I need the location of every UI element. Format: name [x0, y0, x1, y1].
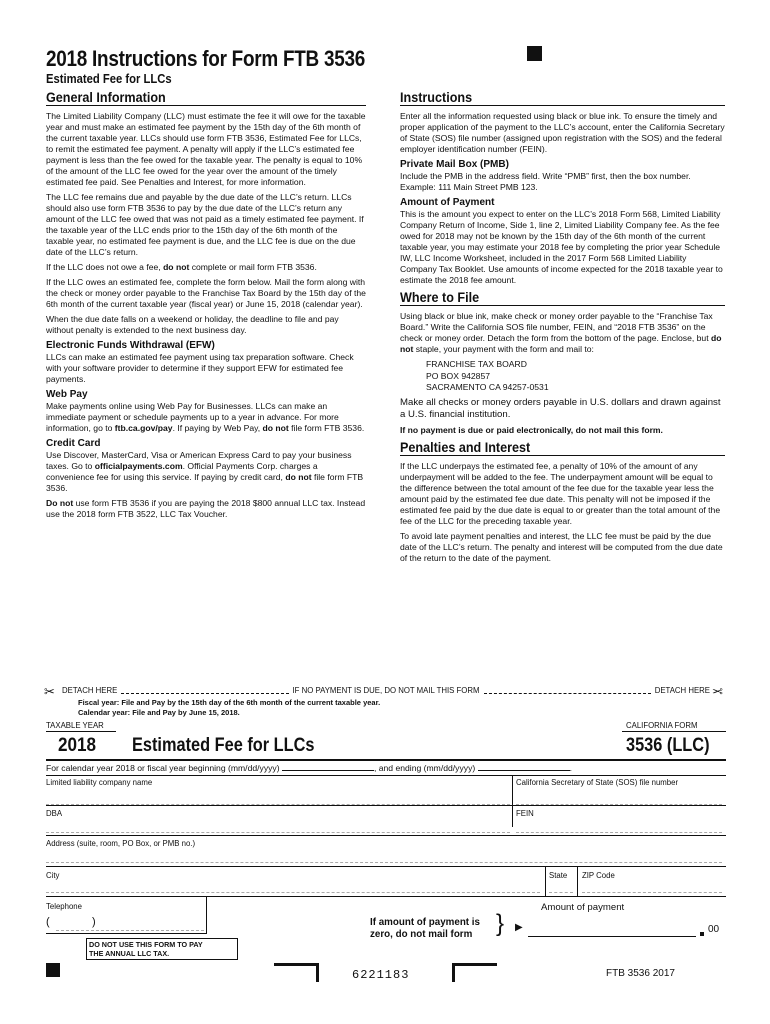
zero-amount-note: If amount of payment is zero, do not mail form: [370, 917, 480, 940]
zip-field[interactable]: [582, 886, 722, 893]
amount-of-payment-label: Amount of payment: [541, 902, 625, 913]
telephone-field[interactable]: [56, 924, 204, 931]
heading-rule: [400, 305, 725, 306]
row-rule: [46, 775, 726, 776]
annual-tax-warning: DO NOT USE THIS FORM TO PAY THE ANNUAL LLC TAX.: [86, 938, 238, 960]
sos-file-field[interactable]: [516, 798, 722, 805]
row-rule: [46, 835, 726, 836]
california-form-label: CALIFORNIA FORM: [626, 721, 698, 730]
credit-card-heading: Credit Card: [46, 438, 101, 449]
row-rule: [46, 896, 726, 897]
no-payment-note: If no payment is due or paid electronically, do not mail this form.: [400, 424, 663, 435]
amount-field[interactable]: [528, 930, 696, 937]
penalties-para-2: To avoid late payment penalties and interest, the LLC fee must be paid by the due date of the LLC’s return. The penalty and interest will be computed from the due date of the return to the date of the payment.: [400, 530, 723, 563]
general-info-para-4: If the LLC owes an estimated fee, complete the form below. Mail the form along with the check or money order payable to the Franchise Tax Board by the 15th day of the 6th month of the current taxable year (fiscal year) or June 15, 2018 (calendar year).: [46, 277, 366, 309]
column-divider: [545, 866, 546, 896]
dba-label: DBA: [46, 809, 63, 818]
amount-heading: Amount of Payment: [400, 197, 495, 208]
webpay-text: Make payments online using Web Pay for Businesses. LLCs can make an immediate payment or schedule payments up to a year in advance. For more information, go to ftb.ca.gov/pay. If paying by Web Pay, do not file form FTB 3536.: [46, 401, 365, 433]
credit-card-text: Use Discover, MasterCard, Visa or American Express Card to pay your business taxes. Go to officialpayments.com. Official Payments Corp. charges a convenience fee for using this service. If paying by credit card, do not file form FTB 3536.: [46, 450, 364, 493]
general-info-para-1: The Limited Liability Company (LLC) must estimate the fee it will owe for the taxable year and must make an estimated fee payment by the 15th day of the 6th month of the current taxable year. LLCs should use form FTB 3536, Estimated Fee for LLCs, to remit the estimated fee payment. A penalty will apply if the LLC’s estimated fee payment is less than the fee owed for the taxable year. The penalty is equal to 10% of the amount of the LLC fee owed for the year over the amount of the timely estimated fee paid. See Penalties and Interest, for more information.: [46, 111, 366, 187]
efw-text: LLCs can make an estimated fee payment using tax preparation software. Check with your software provider to determine if they support EFW for estimated fee payments.: [46, 352, 354, 384]
corner-bracket-right: [452, 963, 497, 982]
form-footer: FTB 3536 2017: [606, 968, 675, 979]
where-to-file-text: Using black or blue ink, make check or money order payable to the “Franchise Tax Board.” Write the California SOS file number, FEIN, and “2018 FTB 3536” on the check or money order. Detach the form from the bottom of the page. Enclose, but do not staple, your payment with the form and mail to:: [400, 311, 722, 354]
webpay-link[interactable]: ftb.ca.gov/pay: [114, 423, 173, 433]
corner-bracket-left: [274, 963, 319, 982]
telephone-label: Telephone: [46, 902, 82, 911]
pmb-text: Include the PMB in the address field. Write “PMB” first, then the box number. Example: 111 Main Street PMB 123.: [400, 171, 691, 192]
brace: }: [496, 910, 505, 937]
left-column: [46, 89, 366, 524]
arrow-right-icon: ▶: [515, 922, 523, 933]
column-divider: [577, 866, 578, 896]
taxable-year-label: TAXABLE YEAR: [46, 721, 104, 730]
title-rule: [46, 759, 726, 761]
dba-field[interactable]: [46, 826, 510, 833]
end-date-field[interactable]: [478, 770, 570, 771]
voucher-title: Estimated Fee for LLCs: [132, 735, 315, 756]
webpay-heading: Web Pay: [46, 389, 88, 400]
state-label: State: [549, 871, 568, 880]
general-information-heading: General Information: [46, 89, 166, 105]
registration-mark: [527, 46, 542, 61]
begin-date-field[interactable]: [282, 770, 374, 771]
officialpayments-link[interactable]: officialpayments.com: [94, 461, 183, 471]
page-title: 2018 Instructions for Form FTB 3536: [46, 46, 366, 71]
heading-rule: [400, 105, 725, 106]
penalties-heading: Penalties and Interest: [400, 438, 531, 455]
city-field[interactable]: [46, 886, 540, 893]
scissors-right-icon: ✂: [712, 684, 723, 699]
state-field[interactable]: [549, 886, 573, 893]
phone-open-paren: (: [46, 916, 50, 928]
cents-value: 00: [708, 924, 720, 935]
general-info-para-3: If the LLC does not owe a fee, do not complete or mail form FTB 3536.: [46, 262, 317, 272]
instructions-heading: Instructions: [400, 89, 473, 105]
efw-heading: Electronic Funds Withdrawal (EFW): [46, 340, 215, 351]
voucher-form-number: 3536 (LLC): [626, 735, 710, 756]
row-rule: [46, 933, 207, 934]
general-info-para-2: The LLC fee remains due and payable by the due date of the LLC’s return. LLCs should also use form FTB 3536 to pay by the due date of the LLC’s return any amount of the LLC fee owed that was not paid as a timely estimated fee payment. If the taxable year of the LLC ends prior to the 15th day of the 6th month of the taxable year, no estimated fee payment is due, and the LLC fee is due on the due date of the LLC’s return.: [46, 192, 364, 257]
row-rule: [46, 866, 726, 867]
city-label: City: [46, 871, 60, 880]
row-rule: [46, 805, 726, 806]
general-info-para-5: When the due date falls on a weekend or holiday, the deadline to file and pay without penalty is extended to the next business day.: [46, 314, 339, 335]
address-field[interactable]: [46, 856, 722, 863]
llc-name-label: Limited liability company name: [46, 778, 153, 787]
fein-label: FEIN: [516, 809, 534, 818]
fein-field[interactable]: [516, 826, 722, 833]
scissors-left-icon: ✂: [44, 684, 55, 699]
page-subtitle: Estimated Fee for LLCs: [46, 72, 172, 86]
period-line: For calendar year 2018 or fiscal year beginning (mm/dd/yyyy) , and ending (mm/dd/yyyy) .: [46, 763, 573, 773]
detach-line: DETACH HERE IF NO PAYMENT IS DUE, DO NOT MAIL THIS FORM DETACH HERE: [62, 686, 710, 695]
zip-label: ZIP Code: [582, 871, 615, 880]
mailing-address: FRANCHISE TAX BOARD PO BOX 942857 SACRAMENTO CA 94257-0531: [426, 359, 549, 392]
instructions-text: Enter all the information requested using black or blue ink. To ensure the timely and proper application of the payment to the LLC’s account, enter the California Secretary of State (SOS) file number (assigned upon registration with the SOS) and the federal employer identification number (FEIN).: [400, 111, 725, 154]
form-barcode-number: 6221183: [352, 968, 410, 982]
fiscal-year-note: Fiscal year: File and Pay by the 15th day of the 6th month of the current taxable year.: [78, 698, 381, 707]
calendar-year-note: Calendar year: File and Pay by June 15, 2018.: [78, 708, 240, 717]
voucher-year: 2018: [58, 735, 97, 756]
sos-file-label: California Secretary of State (SOS) file number: [516, 778, 679, 787]
amount-text: This is the amount you expect to enter on the LLC’s 2018 Form 568, Limited Liability Company Return of Income, Side 1, line 2, Limited Liability Company fee. As the fee owed for 2018 may not be known by the 15th day of the 6th month of the current taxable year, you may estimate your 2018 fee by completing the prior year Schedule IW, LLC Income Worksheet, included in the 2017 Form 568 Limited Liability Company Tax Booklet. Use amounts of income expected for the 2018 taxable year to estimate the 2018 fee amount.: [400, 209, 723, 285]
heading-rule: [46, 105, 366, 106]
registration-mark: [46, 963, 60, 977]
label-rule: [622, 731, 726, 732]
right-column: [400, 89, 725, 568]
heading-rule: [400, 455, 725, 456]
checks-note: Make all checks or money orders payable in U.S. dollars and drawn against a U.S. financial institution.: [400, 396, 721, 420]
column-divider: [206, 896, 207, 934]
where-to-file-heading: Where to File: [400, 289, 480, 305]
phone-close-paren: ): [92, 916, 96, 928]
column-divider: [512, 775, 513, 827]
decimal-point: [700, 932, 704, 936]
pmb-heading: Private Mail Box (PMB): [400, 159, 509, 170]
penalties-para-1: If the LLC underpays the estimated fee, a penalty of 10% of the amount of any underpayment will be added to the fee. The underpayment amount will be equal to the difference between the total amount of the fee due for the taxable year less the amount paid by the estimated fee due date. This penalty will not be imposed if the estimated fee paid by the due date is equal to or greater than the total amount of the fee of the LLC for the preceding taxable year.: [400, 460, 721, 526]
llc-name-field[interactable]: [46, 798, 510, 805]
address-label: Address (suite, room, PO Box, or PMB no.): [46, 839, 196, 848]
annual-tax-note: Do not use form FTB 3536 if you are paying the 2018 $800 annual LLC tax. Instead use the 2018 form FTB 3522, LLC Tax Voucher.: [46, 498, 366, 519]
label-rule: [46, 731, 116, 732]
